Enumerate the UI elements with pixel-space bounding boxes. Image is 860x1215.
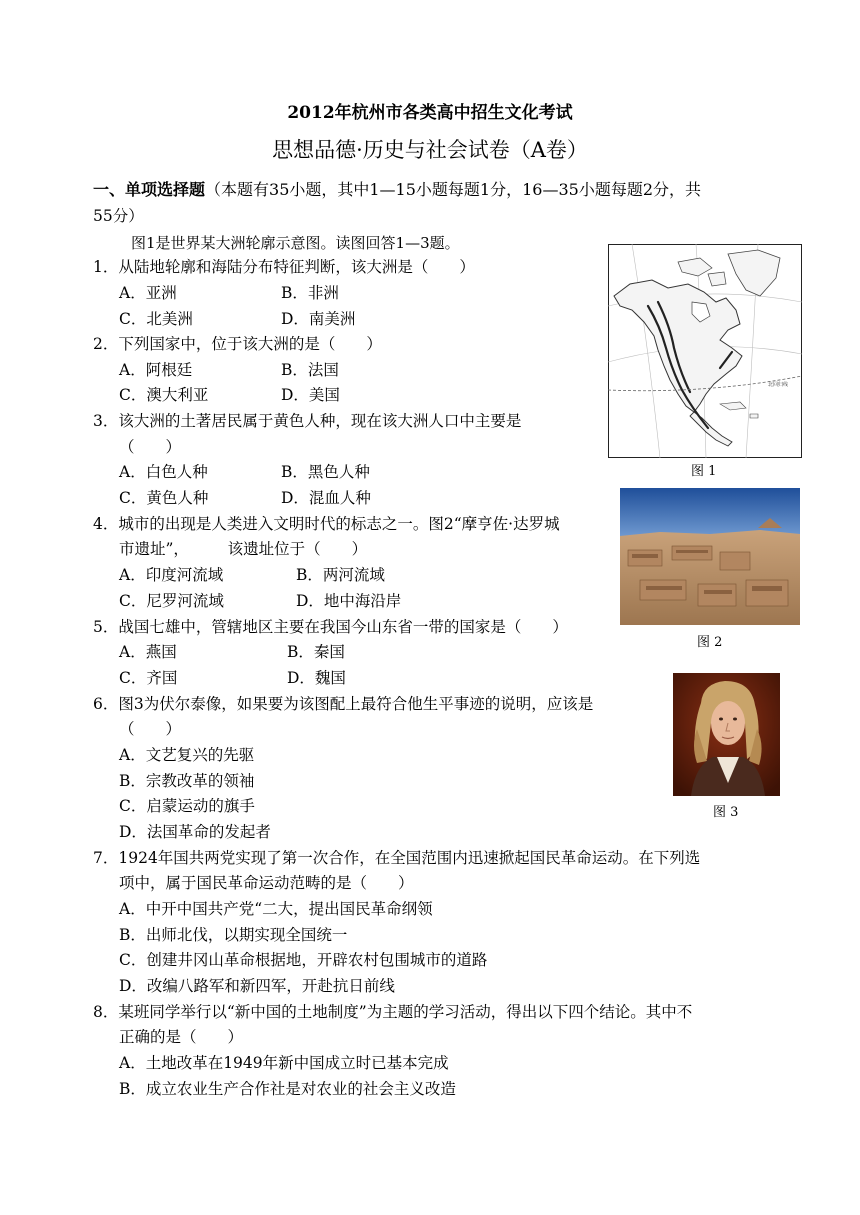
q3-option-d: D．混血人种: [281, 489, 371, 507]
q3-option-c: C．黄色人种: [119, 489, 209, 507]
q6-stem: 6．图3为伏尔泰像，如果要为该图配上最符合他生平事迹的说明，应该是: [93, 695, 594, 713]
q6-option-c: C．启蒙运动的旗手: [119, 797, 255, 815]
q5-option-b: B．秦国: [287, 643, 345, 661]
section-header: [93, 180, 701, 200]
q1-option-b: B．非洲: [281, 284, 339, 302]
q3-stem-cont: （ ）: [119, 438, 182, 456]
q4-option-c: C．尼罗河流域: [119, 592, 224, 610]
intro-text: 图1是世界某大洲轮廓示意图。读图回答1—3题。: [131, 234, 460, 252]
q1-option-d: D．南美洲: [281, 310, 356, 328]
q5-stem: 5．战国七雄中，管辖地区主要在我国今山东省一带的国家是（ ）: [93, 618, 568, 636]
section-note: （本题有35小题，其中1—15小题每题1分，16—35小题每题2分，共: [205, 180, 701, 199]
map-tropic-label: 北回归线: [768, 382, 789, 388]
q4-option-b: B．两河流域: [296, 566, 385, 584]
q8-option-a: A．土地改革在1949年新中国成立时已基本完成: [119, 1054, 449, 1072]
q7-stem: 7．1924年国共两党实现了第一次合作，在全国范围内迅速掀起国民革命运动。在下列选: [93, 849, 701, 867]
q3-option-b: B．黑色人种: [281, 463, 370, 481]
q4-option-d: D．地中海沿岸: [296, 592, 402, 610]
q8-stem: 8．某班同学举行以“新中国的土地制度”为主题的学习活动，得出以下四个结论。其中不: [93, 1003, 693, 1021]
q2-option-b: B．法国: [281, 361, 339, 379]
q7-option-a: A．中开中国共产党“二大，提出国民革命纲领: [119, 900, 433, 918]
q5-option-a: A．燕国: [119, 643, 177, 661]
q1-option-a: A．亚洲: [119, 284, 177, 302]
figure-2-caption: 图 2: [697, 635, 723, 650]
q2-option-c: C．澳大利亚: [119, 386, 209, 404]
figure-1-map: [608, 244, 802, 458]
q3-option-a: A．白色人种: [119, 463, 208, 481]
q1-stem: 1．从陆地轮廓和海陆分布特征判断，该大洲是（ ）: [93, 258, 475, 276]
page-title: 2012年杭州市各类高中招生文化考试: [287, 103, 573, 123]
q4-stem-cont: 市遗址”， 该遗址位于（ ）: [119, 540, 368, 558]
section-note-line2: 55分）: [93, 207, 144, 225]
q5-option-d: D．魏国: [287, 669, 346, 687]
page-subtitle: 思想品德·历史与社会试卷（A卷）: [272, 138, 588, 162]
q8-stem-cont: 正确的是（ ）: [119, 1028, 244, 1046]
q8-option-b: B．成立农业生产合作社是对农业的社会主义改造: [119, 1080, 456, 1098]
q6-option-b: B．宗教改革的领袖: [119, 772, 255, 790]
section-heading: 一、单项选择题: [93, 180, 206, 199]
q4-option-a: A．印度河流域: [119, 566, 224, 584]
q6-option-a: A．文艺复兴的先驱: [119, 746, 255, 764]
q7-stem-cont: 项中，属于国民革命运动范畴的是（ ）: [119, 874, 414, 892]
q7-option-b: B．出师北伐，以期实现全国统一: [119, 926, 348, 944]
figure-3-caption: 图 3: [713, 805, 739, 820]
q4-stem: 4．城市的出现是人类进入文明时代的标志之一。图2“摩亨佐·达罗城: [93, 515, 560, 533]
q2-option-a: A．阿根廷: [119, 361, 193, 379]
q1-option-c: C．北美洲: [119, 310, 193, 328]
figure-3-portrait: [673, 673, 780, 796]
q2-option-d: D．美国: [281, 386, 340, 404]
q5-option-c: C．齐国: [119, 669, 178, 687]
q6-option-d: D．法国革命的发起者: [119, 823, 271, 841]
q3-stem: 3．该大洲的土著居民属于黄色人种，现在该大洲人口中主要是: [93, 412, 522, 430]
q7-option-d: D．改编八路军和新四军，开赴抗日前线: [119, 977, 395, 995]
figure-2-photo: [620, 488, 800, 625]
figure-1-caption: 图 1: [691, 464, 717, 479]
q2-stem: 2．下列国家中，位于该大洲的是（ ）: [93, 335, 382, 353]
q6-stem-cont: （ ）: [119, 720, 182, 738]
q7-option-c: C．创建井冈山革命根据地，开辟农村包围城市的道路: [119, 951, 488, 969]
